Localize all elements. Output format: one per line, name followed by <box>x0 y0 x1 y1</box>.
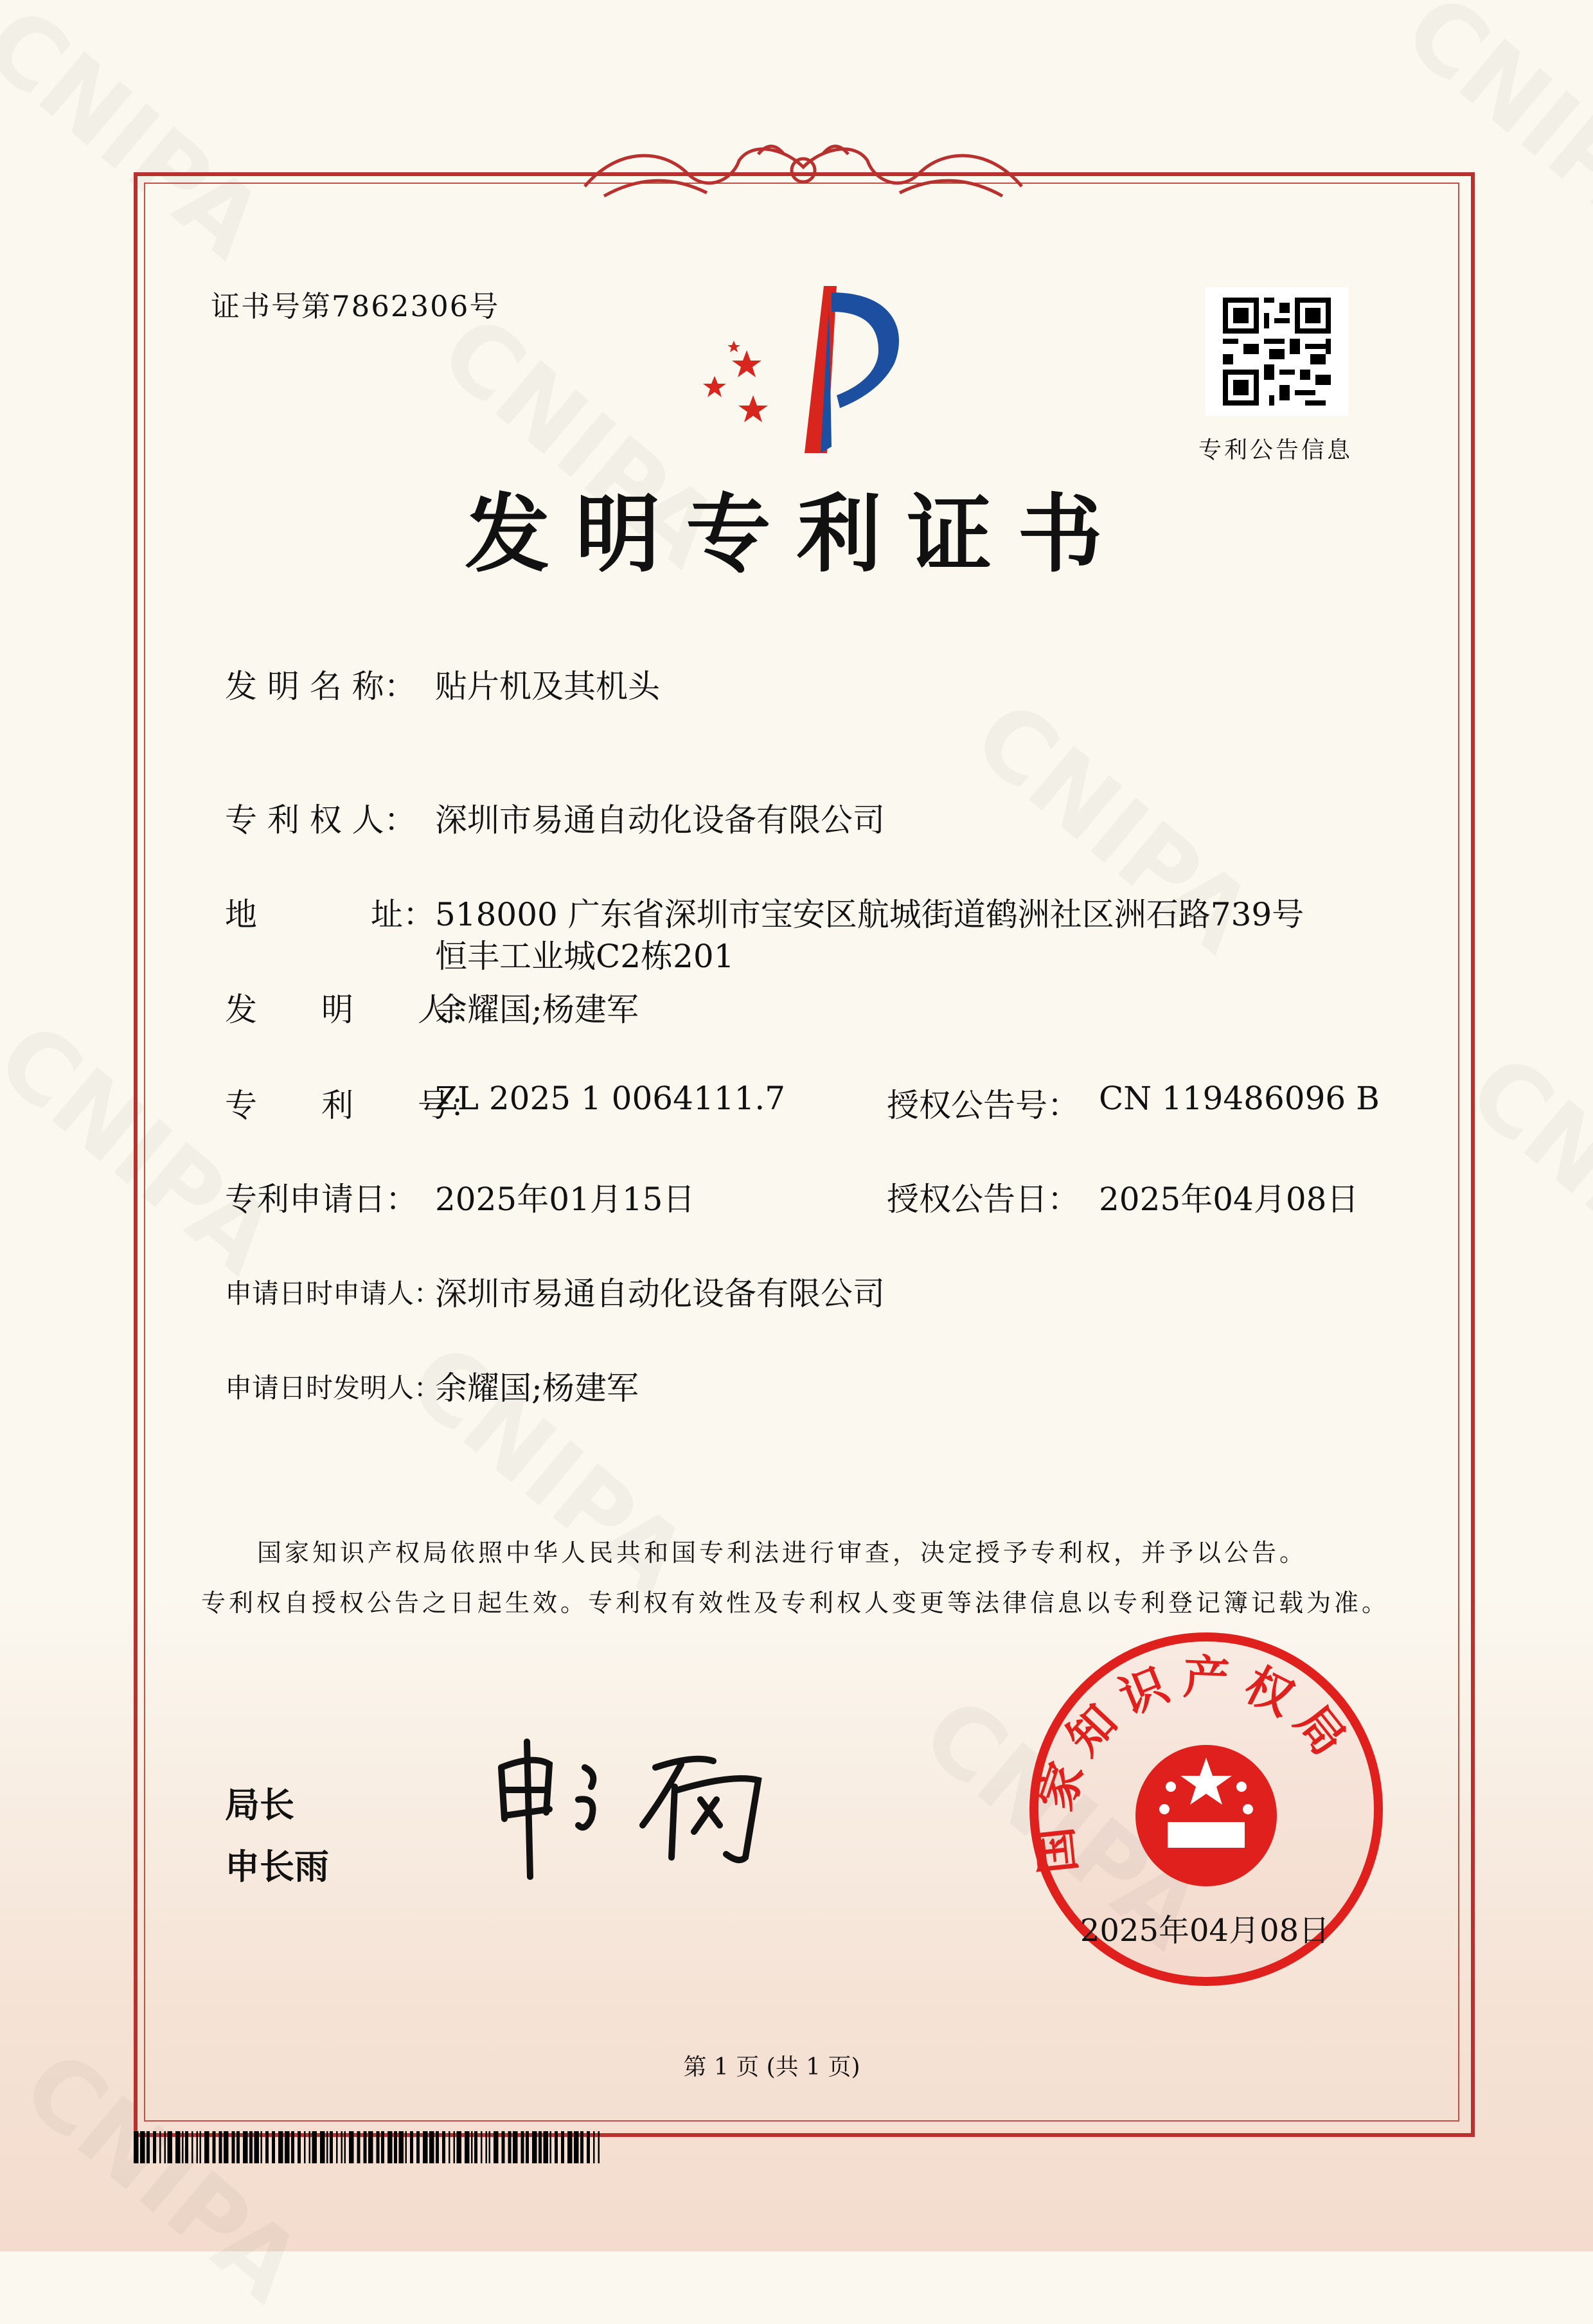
certificate-title: 发明专利证书 <box>465 485 1128 584</box>
barcode-bar <box>555 2131 558 2163</box>
address-label-suffix: 址： <box>371 896 435 933</box>
barcode-bar <box>544 2131 549 2163</box>
barcode-bar <box>168 2131 173 2163</box>
barcode-bar <box>134 2131 139 2163</box>
barcode-bar <box>165 2131 166 2163</box>
grant-pub-number-label: 授权公告号： <box>887 1087 1080 1124</box>
cnipa-logo <box>689 280 920 460</box>
barcode-bar <box>471 2131 473 2163</box>
barcode-bar <box>598 2131 600 2163</box>
barcode-bar <box>261 2131 263 2163</box>
barcode-bar <box>416 2131 420 2163</box>
inventor-at-filing-label: 申请日时发明人： <box>225 1372 441 1404</box>
barcode-bar <box>538 2131 542 2163</box>
barcode-bar <box>249 2131 253 2163</box>
barcode-bar <box>298 2131 301 2163</box>
top-ornament <box>578 135 1028 206</box>
barcode-bar <box>474 2131 477 2163</box>
barcode-bar <box>182 2131 184 2163</box>
barcode-bar <box>394 2131 397 2163</box>
barcode-bar <box>550 2131 552 2163</box>
application-date-value: 2025年01月15日 <box>435 1181 695 1218</box>
barcode-bar <box>429 2131 434 2163</box>
patentee-value: 深圳市易通自动化设备有限公司 <box>435 801 885 839</box>
signature <box>488 1729 823 1890</box>
barcode-bar <box>344 2131 346 2163</box>
qr-code[interactable] <box>1206 287 1348 416</box>
patent-number-label: 专 利 号： <box>225 1087 482 1124</box>
barcode-bar <box>449 2131 450 2163</box>
barcode-bar <box>349 2131 354 2163</box>
barcode-bar <box>147 2131 150 2163</box>
seal-date: 2025年04月08日 <box>1080 1913 1330 1949</box>
barcode-bar <box>224 2131 229 2163</box>
barcode-bar <box>423 2131 428 2163</box>
barcode-bar <box>330 2131 333 2163</box>
officer-name: 申长雨 <box>225 1846 329 1887</box>
barcode-bar <box>304 2131 306 2163</box>
barcode-bar <box>197 2131 199 2163</box>
barcode-bar <box>291 2131 294 2163</box>
barcode-bar <box>377 2131 380 2163</box>
barcode-bar <box>593 2131 595 2163</box>
address-label: 地 <box>225 896 257 933</box>
barcode-bar <box>567 2131 573 2163</box>
patent-number-value: ZL 2025 1 0064111.7 <box>435 1080 786 1117</box>
barcode-bar <box>580 2131 583 2163</box>
barcode-bar <box>465 2131 470 2163</box>
application-date-label: 专利申请日： <box>225 1181 418 1218</box>
barcode-bar <box>532 2131 537 2163</box>
barcode-bar <box>405 2131 407 2163</box>
barcode-bar <box>436 2131 439 2163</box>
barcode-bar <box>587 2131 590 2163</box>
barcode-bar <box>513 2131 518 2163</box>
barcode-bar <box>204 2131 209 2163</box>
grant-pub-number-value: CN 119486096 B <box>1099 1080 1380 1117</box>
barcode-bar <box>213 2131 216 2163</box>
barcode-bar <box>508 2131 512 2163</box>
barcode-bar <box>312 2131 317 2163</box>
barcode-bar <box>357 2131 360 2163</box>
barcode-bar <box>254 2131 260 2163</box>
barcode-bar <box>272 2131 275 2163</box>
statement-line-1: 国家知识产权局依照中华人民共和国专利法进行审查，决定授予专利权，并予以公告。 <box>257 1539 1308 1567</box>
barcode-bar <box>309 2131 311 2163</box>
barcode-bar <box>387 2131 393 2163</box>
barcode-bar <box>140 2131 145 2163</box>
barcode-bar <box>457 2131 462 2163</box>
inventor-value: 余耀国;杨建军 <box>435 991 639 1028</box>
officer-title: 局长 <box>225 1785 294 1825</box>
barcode-bar <box>159 2131 161 2163</box>
inventor-label: 发 明 人： <box>225 991 482 1028</box>
qr-label: 专利公告信息 <box>1198 437 1353 463</box>
barcode-bar <box>219 2131 222 2163</box>
barcode-bar <box>486 2131 488 2163</box>
barcode-bar <box>526 2131 529 2163</box>
barcode-bar <box>232 2131 235 2163</box>
address-value-line1: 518000 广东省深圳市宝安区航城街道鹤洲社区洲石路739号 <box>435 896 1304 933</box>
barcode <box>134 2131 600 2163</box>
barcode-bar <box>454 2131 456 2163</box>
barcode-bar <box>336 2131 338 2163</box>
barcode-bar <box>494 2131 499 2163</box>
address-value-line2: 恒丰工业城C2栋201 <box>435 938 734 975</box>
barcode-bar <box>399 2131 404 2163</box>
applicant-at-filing-value: 深圳市易通自动化设备有限公司 <box>435 1275 885 1312</box>
barcode-bar <box>341 2131 343 2163</box>
barcode-bar <box>200 2131 202 2163</box>
barcode-bar <box>278 2131 283 2163</box>
barcode-bar <box>410 2131 413 2163</box>
invention-name-label: 发 明 名 称： <box>225 668 416 705</box>
invention-name-value: 贴片机及其机头 <box>435 668 660 705</box>
barcode-bar <box>574 2131 579 2163</box>
barcode-bar <box>502 2131 505 2163</box>
barcode-bar <box>243 2131 248 2163</box>
barcode-bar <box>368 2131 373 2163</box>
barcode-bar <box>175 2131 181 2163</box>
certificate-number: 证书号第7862306号 <box>211 289 500 323</box>
barcode-bar <box>320 2131 325 2163</box>
patentee-label: 专 利 权 人： <box>225 801 416 839</box>
barcode-bar <box>191 2131 193 2163</box>
barcode-bar <box>265 2131 269 2163</box>
grant-pub-date-label: 授权公告日： <box>887 1181 1080 1218</box>
barcode-bar <box>364 2131 367 2163</box>
barcode-bar <box>561 2131 564 2163</box>
inventor-at-filing-value: 余耀国;杨建军 <box>435 1370 639 1407</box>
barcode-bar <box>236 2131 240 2163</box>
barcode-bar <box>153 2131 156 2163</box>
barcode-bar <box>489 2131 491 2163</box>
page-indicator: 第 1 页 (共 1 页) <box>683 2054 860 2080</box>
barcode-bar <box>326 2131 328 2163</box>
barcode-bar <box>185 2131 188 2163</box>
applicant-at-filing-label: 申请日时申请人： <box>225 1278 441 1309</box>
barcode-bar <box>481 2131 483 2163</box>
statement-line-2: 专利权自授权公告之日起生效。专利权有效性及专利权人变更等法律信息以专利登记簿记载为准。 <box>201 1589 1390 1617</box>
barcode-bar <box>521 2131 524 2163</box>
grant-pub-date-value: 2025年04月08日 <box>1099 1181 1359 1218</box>
seal-text: 国家知识产权局 <box>1026 1650 1364 1877</box>
barcode-bar <box>442 2131 445 2163</box>
barcode-bar <box>285 2131 290 2163</box>
barcode-bar <box>381 2131 384 2163</box>
